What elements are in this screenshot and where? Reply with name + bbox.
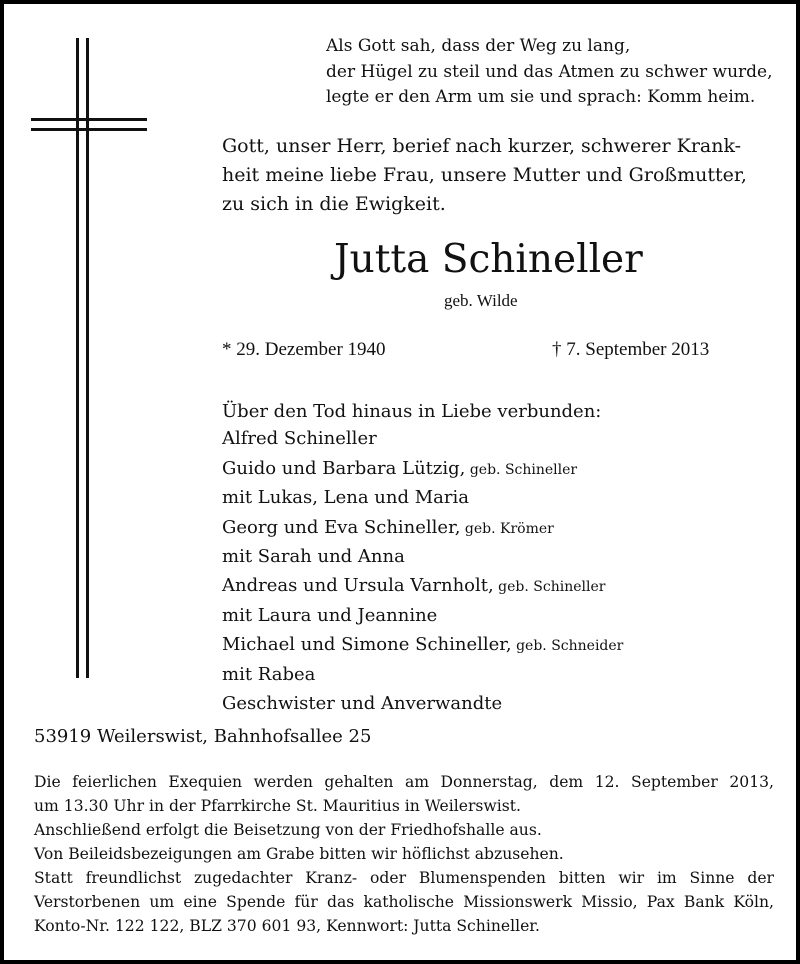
deceased-name: Jutta Schineller — [334, 237, 643, 282]
poem-line: legte er den Arm um sie und sprach: Komm heim. — [326, 87, 756, 107]
mourner-name: mit Rabea — [222, 663, 316, 685]
mourner-name: mit Laura und Jeannine — [222, 604, 438, 626]
mourner-name: mit Lukas, Lena und Maria — [222, 487, 469, 509]
notice-line: um 13.30 Uhr in der Pfarrkirche St. Mauritius in Weilerswist. — [34, 797, 521, 815]
intro-text — [222, 132, 747, 219]
mourner-maiden: geb. Schineller — [465, 461, 578, 478]
poem-line: der Hügel zu steil und das Atmen zu schwer wurde, — [326, 61, 773, 82]
mourner-row — [222, 602, 623, 631]
mourner-row — [222, 661, 623, 690]
maiden-name: geb. Wilde — [444, 291, 518, 310]
mourner-row — [222, 484, 623, 513]
mourner-row — [222, 425, 623, 454]
poem-line: Als Gott sah, dass der Weg zu lang, — [326, 36, 631, 56]
mourner-row — [222, 572, 623, 601]
notice-line: Statt freundlichst zugedachter Kranz- oder Blumenspenden bitten wir im Sinne der — [34, 869, 774, 887]
mourner-name: Guido und Barbara Lützig, — [222, 457, 466, 479]
notice-line: Konto-Nr. 122 122, BLZ 370 601 93, Kennwort: Jutta Schineller. — [34, 917, 540, 935]
funeral-notice — [34, 770, 774, 938]
mourner-name: Georg und Eva Schineller, — [222, 516, 461, 538]
poem — [326, 34, 773, 111]
cross-icon — [31, 38, 147, 678]
mourner-maiden: geb. Krömer — [460, 520, 554, 537]
birth-date: * 29. Dezember 1940 — [222, 339, 386, 360]
mourners-list — [222, 398, 623, 719]
mourner-name: mit Sarah und Anna — [222, 546, 405, 568]
notice-line: Verstorbenen um eine Spende für das katholische Missionswerk Missio, Pax Bank Köln, — [34, 893, 774, 911]
mourner-name: Alfred Schineller — [222, 428, 377, 450]
intro-line: heit meine liebe Frau, unsere Mutter und Großmutter, — [222, 164, 747, 186]
notice-line: Die feierlichen Exequien werden gehalten am Donnerstag, dem 12. September 2013, — [34, 773, 774, 791]
intro-line: Gott, unser Herr, berief nach kurzer, schwerer Krank- — [222, 135, 742, 157]
mourner-name: Michael und Simone Schineller, — [222, 634, 512, 656]
mourner-maiden: geb. Schneider — [511, 638, 624, 655]
notice-line: Von Beileidsbezeigungen am Grabe bitten wir höflichst abzusehen. — [34, 845, 564, 863]
intro-line: zu sich in die Ewigkeit. — [222, 193, 446, 215]
mourner-row — [222, 631, 623, 660]
mourner-row — [222, 514, 623, 543]
mourner-name: Geschwister und Anverwandte — [222, 693, 503, 715]
mourners-heading: Über den Tod hinaus in Liebe verbunden: — [222, 401, 602, 422]
mourner-row — [222, 455, 623, 484]
notice-line: Anschließend erfolgt die Beisetzung von der Friedhofshalle aus. — [34, 821, 542, 839]
mourner-name: Andreas und Ursula Varnholt, — [222, 575, 494, 597]
mourner-maiden: geb. Schineller — [493, 579, 606, 596]
death-date: † 7. September 2013 — [552, 339, 710, 360]
mourner-row — [222, 690, 623, 719]
mourner-row — [222, 543, 623, 572]
address: 53919 Weilerswist, Bahnhofsallee 25 — [34, 726, 372, 747]
